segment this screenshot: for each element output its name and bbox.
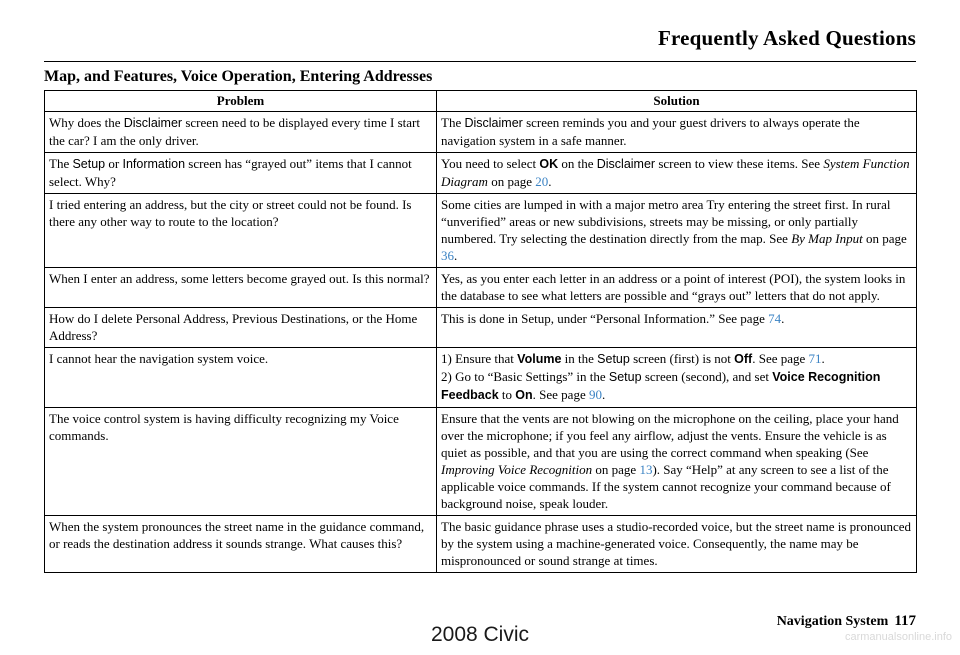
text-segment: to [498, 387, 516, 402]
watermark-site: carmanualsonline.info [844, 631, 952, 643]
text-segment: Why does the [49, 115, 124, 130]
ui-term: Setup [597, 352, 630, 366]
text-segment: The [49, 156, 73, 171]
text-segment: on page [592, 462, 640, 477]
text-segment: 2) Go to “Basic Settings” in the [441, 369, 609, 384]
text-segment: This is done in Setup, under “Personal Information.” See page [441, 311, 769, 326]
problem-cell [45, 268, 437, 308]
ui-term: On [515, 388, 533, 402]
table-row [45, 308, 917, 348]
text-segment: or [105, 156, 123, 171]
table-row [45, 112, 917, 153]
text-segment: screen (first) is not [629, 351, 735, 366]
watermark-model: 2008 Civic [430, 623, 530, 646]
text-segment: How do I delete Personal Address, Previous Destinations, or the Home Address? [49, 311, 418, 343]
text-segment: The [441, 115, 465, 130]
footer-label: Navigation System [776, 614, 889, 629]
text-segment: . [781, 311, 785, 326]
text-segment: The voice control system is having difficulty recognizing my Voice commands. [49, 411, 399, 443]
ui-term: Disclaimer [464, 116, 523, 130]
text-segment: The basic guidance phrase uses a studio-recorded voice, but the street name is pronounced by the system using a machine-generated voice. Consequently, the name may be mispronounced or sound strange at times. [441, 519, 911, 568]
text-segment: Ensure that the vents are not blowing on the microphone on the ceiling, place your hand over the microphone; if you feel any airflow, adjust the vents. Ensure the vehicle is as quiet as possible, and that you are using the correct command when speaking (See [441, 411, 899, 460]
ui-term: Disclaimer [123, 116, 183, 130]
text-segment: . [821, 351, 825, 366]
problem-cell [45, 348, 437, 408]
page-link[interactable]: 74 [768, 311, 782, 326]
table-row [45, 194, 917, 268]
faq-body [45, 112, 917, 573]
faq-table [44, 90, 917, 573]
text-segment: on the [558, 156, 597, 171]
text-segment: on page [487, 174, 536, 189]
faq-header-row [45, 91, 917, 112]
text-segment: . [454, 248, 458, 263]
text-segment: Yes, as you enter each letter in an address or a point of interest (POI), the system looks in the database to see what letters are possible and “grays out” letters that do not apply. [441, 271, 906, 303]
text-segment: You need to select [441, 156, 540, 171]
reference-title: Improving Voice Recognition [441, 462, 593, 477]
table-row [45, 268, 917, 308]
text-segment: screen (second), and set [641, 369, 773, 384]
solution-cell [437, 308, 917, 348]
ui-term: Setup [608, 370, 642, 384]
text-segment: Some cities are lumped in with a major metro area Try entering the street first. In rural “unverified” areas or new subdivisions, streets may be missing, or only partially numbered. Try selecting the destination directly from the map. See [441, 197, 891, 246]
text-segment: . See page [532, 387, 589, 402]
solution-cell [437, 112, 917, 153]
text-segment: . See page [752, 351, 809, 366]
solution-column-header: Solution [437, 91, 917, 112]
table-row [45, 408, 917, 516]
page-link[interactable]: 90 [588, 387, 602, 402]
ui-term: Setup [72, 157, 106, 171]
page-link[interactable]: 71 [808, 351, 822, 366]
header-rule [44, 61, 916, 62]
solution-cell [437, 268, 917, 308]
problem-cell [45, 308, 437, 348]
text-segment: . [601, 387, 606, 402]
problem-cell [45, 516, 437, 573]
ui-term: Off [734, 352, 753, 366]
problem-cell [45, 153, 437, 194]
ui-term: OK [539, 157, 559, 171]
text-segment: on page [862, 231, 907, 246]
text-segment: I cannot hear the navigation system voice. [49, 351, 269, 366]
solution-cell [437, 348, 917, 408]
solution-cell [437, 194, 917, 268]
ui-term: Information [122, 157, 186, 171]
watermark [0, 623, 960, 647]
text-segment: When I enter an address, some letters become grayed out. Is this normal? [49, 271, 430, 286]
text-segment: screen has “grayed out” items that I cannot select. Why? [49, 156, 412, 189]
text-segment: . [548, 174, 552, 189]
text-segment: I tried entering an address, but the city or street could not be found. Is there any other way to route to the location? [49, 197, 412, 229]
reference-title: By Map Input [791, 231, 863, 246]
page-link[interactable]: 13 [639, 462, 653, 477]
text-segment: screen to view these items. See [655, 156, 824, 171]
section-title: Map, and Features, Voice Operation, Entering Addresses [44, 68, 433, 85]
ui-term: Voice Recognition Feedback [441, 370, 881, 402]
table-row [45, 348, 917, 408]
text-segment: screen need to be displayed every time I start the car? I am the only driver. [49, 115, 420, 148]
table-row [45, 516, 917, 573]
page-link[interactable]: 36 [441, 248, 454, 263]
text-segment: in the [561, 351, 598, 366]
problem-cell [45, 194, 437, 268]
text-segment: When the system pronounces the street name in the guidance command, or reads the destination address it sounds strange. What causes this? [49, 519, 425, 551]
text-segment: 1) Ensure that [441, 351, 518, 366]
reference-title: System Function Diagram [441, 156, 910, 189]
solution-cell [437, 153, 917, 194]
page-link[interactable]: 20 [535, 174, 549, 189]
text-segment: screen reminds you and your guest drivers to always operate the navigation system in a safe manner. [441, 115, 860, 148]
page-number: 117 [894, 613, 916, 629]
ui-term: Disclaimer [596, 157, 656, 171]
solution-cell [437, 408, 917, 516]
text-segment: ). Say “Help” at any screen to see a list of the applicable voice commands. If the system cannot recognize your command because of background noise, speak louder. [441, 462, 891, 511]
table-row [45, 153, 917, 194]
problem-column-header: Problem [45, 91, 437, 112]
page-title: Frequently Asked Questions [657, 26, 916, 50]
problem-cell [45, 112, 437, 153]
solution-cell [437, 516, 917, 573]
problem-cell [45, 408, 437, 516]
ui-term: Volume [517, 352, 562, 366]
